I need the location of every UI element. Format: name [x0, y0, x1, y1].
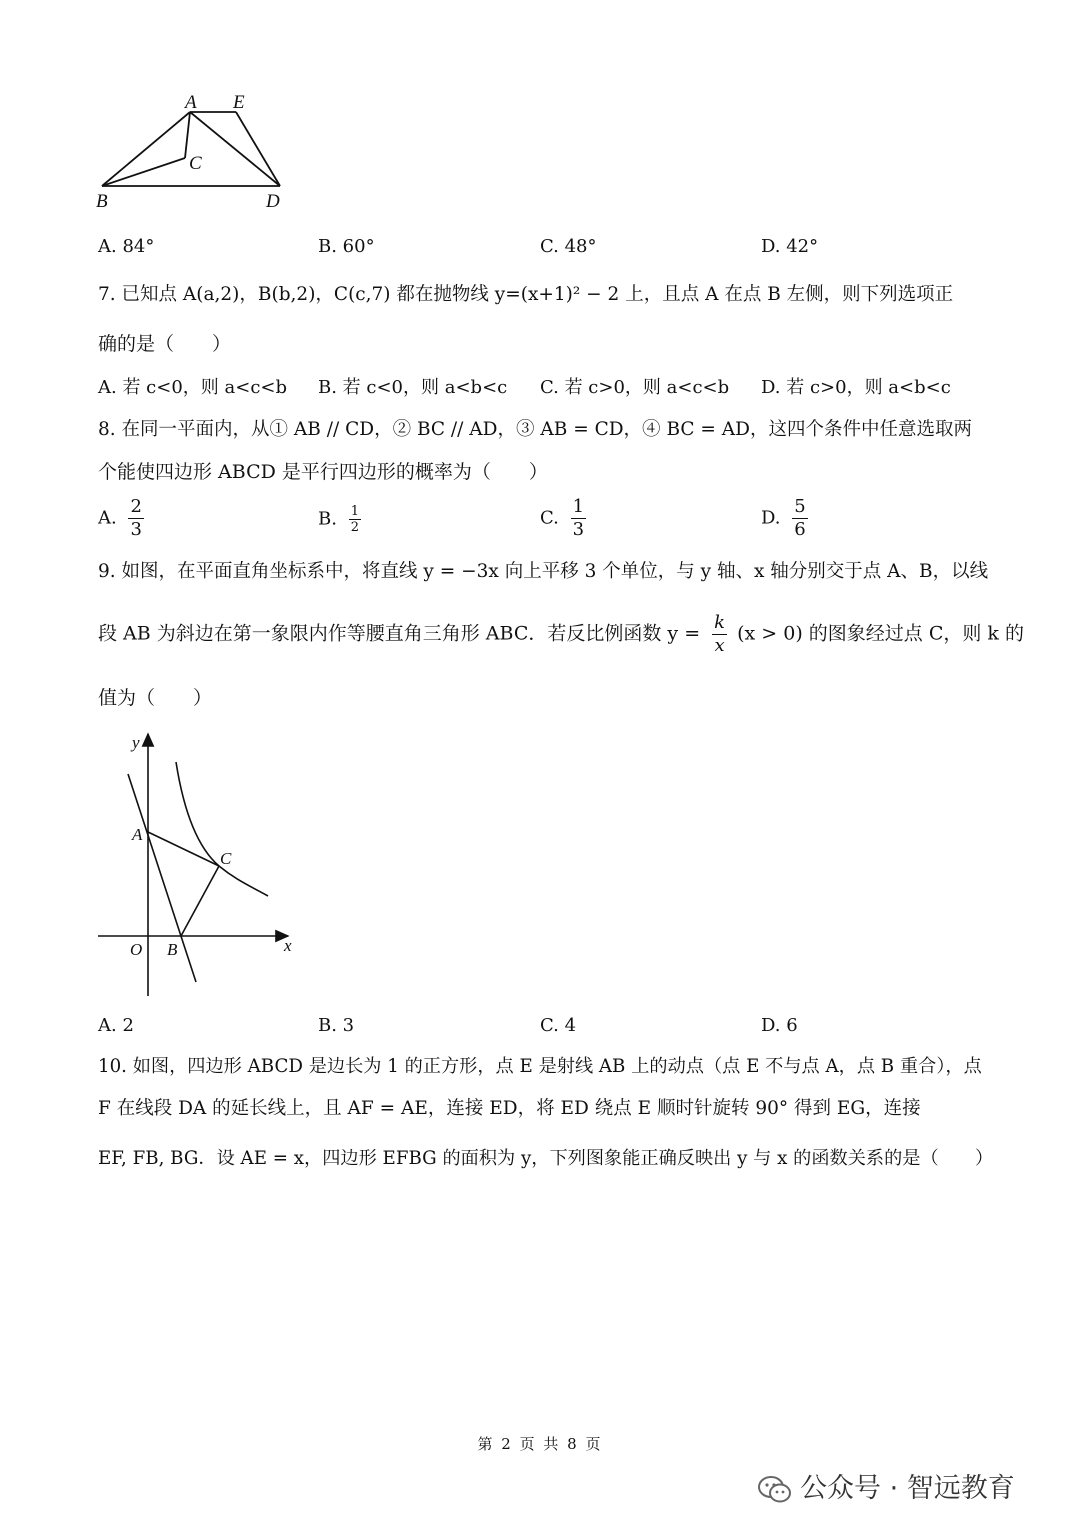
q8-option-b-den: 2: [350, 520, 359, 535]
q6-option-c: C. 48°: [540, 236, 597, 257]
q7-option-b: B. 若 c<0，则 a<b<c: [318, 377, 508, 398]
q9-text-line3: 值为（ ）: [98, 687, 213, 709]
q8-option-b-label: B.: [318, 508, 337, 530]
q9-text-line2-part1: 段 AB 为斜边在第一象限内作等腰直角三角形 ABC．若反比例函数 y =: [98, 622, 701, 645]
q9-label-O: O: [130, 940, 143, 959]
watermark: [758, 1466, 1015, 1505]
q6-option-d: D. 42°: [761, 236, 819, 257]
q6-label-E: E: [233, 92, 245, 113]
page-footer: 第 2 页 共 8 页: [477, 1435, 603, 1453]
q8-option-d: [761, 496, 808, 541]
q6-label-C: C: [189, 153, 202, 174]
q10-text-line1: 10. 如图，四边形 ABCD 是边长为 1 的正方形，点 E 是射线 AB 上的动点（点 E 不与点 A，点 B 重合），点: [98, 1056, 982, 1077]
q6-label-D: D: [266, 191, 280, 212]
q6-label-B: B: [96, 191, 108, 212]
q9-option-b: B. 3: [318, 1015, 355, 1036]
q7-text-line1: 7. 已知点 A(a,2)，B(b,2)，C(c,7) 都在抛物线 y=(x+1)² − 2 上，且点 A 在点 B 左侧，则下列选项正: [98, 284, 954, 305]
q8-option-c: [540, 496, 586, 541]
q6-option-a: A. 84°: [98, 236, 155, 257]
q7-option-d: D. 若 c>0，则 a<b<c: [761, 377, 951, 398]
q9-coordinate-figure: [92, 728, 302, 1003]
q7-option-c: C. 若 c>0，则 a<c<b: [540, 377, 730, 398]
q9-fraction-den: x: [714, 635, 725, 656]
q8-text-line1: 8. 在同一平面内，从① AB // CD，② BC // AD，③ AB = CD，④ BC = AD，这四个条件中任意选取两: [98, 419, 972, 440]
q8-option-d-den: 6: [794, 519, 806, 540]
q8-option-a: [98, 496, 144, 541]
q9-option-d: D. 6: [761, 1015, 798, 1036]
q8-option-a-label: A.: [98, 507, 117, 529]
q9-label-C: C: [220, 849, 232, 868]
q8-option-a-fraction: [128, 496, 143, 541]
q8-option-a-den: 3: [130, 519, 142, 540]
q8-option-d-num: 5: [794, 496, 806, 517]
q9-text-line1: 9. 如图，在平面直角坐标系中，将直线 y = −3x 向上平移 3 个单位，与 y 轴、x 轴分别交于点 A、B，以线: [98, 561, 989, 582]
wechat-icon: [758, 1476, 792, 1504]
q9-label-x: x: [284, 936, 292, 955]
q9-fraction-k-over-x: [712, 612, 727, 657]
q8-text-line2: 个能使四边形 ABCD 是平行四边形的概率为（ ）: [98, 461, 548, 483]
q9-fraction-num: k: [714, 612, 726, 633]
q9-label-y: y: [132, 733, 140, 752]
q8-option-a-num: 2: [130, 496, 142, 517]
q9-label-B: B: [167, 940, 178, 959]
q10-text-line2: F 在线段 DA 的延长线上，且 AF = AE，连接 ED，将 ED 绕点 E 顺时针旋转 90° 得到 EG，连接: [98, 1098, 921, 1119]
q8-option-b-fraction: [349, 504, 361, 535]
q8-option-c-fraction: [571, 496, 586, 541]
q8-option-d-label: D.: [761, 507, 781, 529]
q6-figure: [90, 88, 320, 213]
watermark-text: 公众号 · 智远教育: [800, 1473, 1015, 1504]
q8-option-b-num: 1: [350, 504, 359, 519]
q10-text-line3: EF, FB, BG．设 AE = x，四边形 EFBG 的面积为 y，下列图象能正确反映出 y 与 x 的函数关系的是（ ）: [98, 1148, 994, 1169]
q7-text-line2: 确的是（ ）: [98, 333, 232, 355]
q9-option-a: A. 2: [98, 1015, 134, 1036]
q9-text-line2-part2: (x > 0) 的图象经过点 C，则 k 的: [737, 622, 1024, 645]
q8-option-c-label: C.: [540, 507, 559, 529]
q8-option-c-den: 3: [572, 519, 585, 540]
q8-option-c-num: 1: [572, 496, 585, 517]
q9-text-line2: [98, 612, 1024, 657]
q6-option-b: B. 60°: [318, 236, 375, 257]
q7-option-a: A. 若 c<0，则 a<c<b: [98, 377, 287, 398]
q9-label-A: A: [132, 825, 143, 844]
q8-option-b: [318, 504, 361, 535]
q9-option-c: C. 4: [540, 1015, 577, 1036]
q8-option-d-fraction: [792, 496, 807, 541]
q6-label-A: A: [185, 92, 197, 113]
